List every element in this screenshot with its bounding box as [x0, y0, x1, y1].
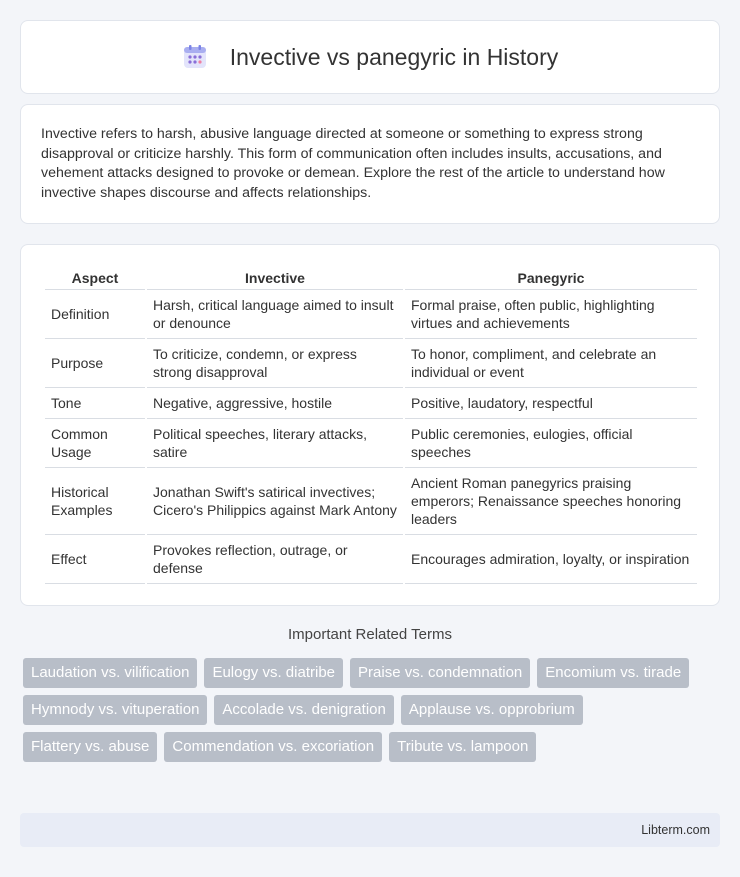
aspect-cell: Effect [45, 535, 145, 584]
table-row [45, 468, 697, 535]
related-term-chip[interactable]: Laudation vs. vilification [23, 658, 197, 688]
panegyric-cell: Ancient Roman panegyrics praising emperors; Renaissance speeches honoring leaders [405, 468, 697, 535]
panegyric-cell: Positive, laudatory, respectful [405, 388, 697, 419]
table-row [45, 535, 697, 584]
invective-cell: Political speeches, literary attacks, satire [147, 419, 403, 468]
related-term-chip[interactable]: Encomium vs. tirade [537, 658, 689, 688]
related-term-chip[interactable]: Applause vs. opprobrium [401, 695, 583, 725]
aspect-cell: Definition [45, 290, 145, 339]
related-term-chip[interactable]: Eulogy vs. diatribe [204, 658, 343, 688]
related-term-chip[interactable]: Praise vs. condemnation [350, 658, 530, 688]
aspect-cell: Common Usage [45, 419, 145, 468]
invective-cell: Provokes reflection, outrage, or defense [147, 535, 403, 584]
table-row [45, 388, 697, 419]
related-terms-title: Important Related Terms [288, 626, 452, 643]
aspect-cell: Purpose [45, 339, 145, 388]
header-panegyric: Panegyric [405, 265, 697, 290]
panegyric-cell: To honor, compliment, and celebrate an individual or event [405, 339, 697, 388]
related-terms-list [23, 658, 723, 762]
table-row [45, 290, 697, 339]
calendar-icon [182, 44, 208, 70]
comparison-table [43, 265, 699, 584]
table-header-row [45, 265, 697, 290]
related-term-chip[interactable]: Flattery vs. abuse [23, 732, 157, 762]
panegyric-cell: Public ceremonies, eulogies, official speeches [405, 419, 697, 468]
comparison-card [20, 244, 720, 606]
header-aspect: Aspect [45, 265, 145, 290]
aspect-cell: Tone [45, 388, 145, 419]
footer-site-link[interactable]: Libterm.com [641, 823, 710, 837]
footer [20, 813, 720, 847]
aspect-cell: Historical Examples [45, 468, 145, 535]
invective-cell: Harsh, critical language aimed to insult or denounce [147, 290, 403, 339]
title-card [20, 20, 720, 94]
intro-card [20, 104, 720, 224]
related-term-chip[interactable]: Commendation vs. excoriation [164, 732, 382, 762]
page-title: Invective vs panegyric in History [229, 43, 559, 70]
panegyric-cell: Encourages admiration, loyalty, or inspiration [405, 535, 697, 584]
intro-text: Invective refers to harsh, abusive language directed at someone or something to express strong disapproval or criticize harshly. This form of communication often includes insults, accusations, and vehement attacks designed to provoke or demean. Explore the rest of the article to understand how invective shapes discourse and affects relationships. [41, 126, 665, 201]
related-term-chip[interactable]: Tribute vs. lampoon [389, 732, 536, 762]
table-row [45, 339, 697, 388]
header-invective: Invective [147, 265, 403, 290]
related-term-chip[interactable]: Accolade vs. denigration [214, 695, 393, 725]
related-term-chip[interactable]: Hymnody vs. vituperation [23, 695, 207, 725]
panegyric-cell: Formal praise, often public, highlighting virtues and achievements [405, 290, 697, 339]
table-row [45, 419, 697, 468]
invective-cell: Jonathan Swift's satirical invectives; Cicero's Philippics against Mark Antony [147, 468, 403, 535]
invective-cell: To criticize, condemn, or express strong disapproval [147, 339, 403, 388]
invective-cell: Negative, aggressive, hostile [147, 388, 403, 419]
